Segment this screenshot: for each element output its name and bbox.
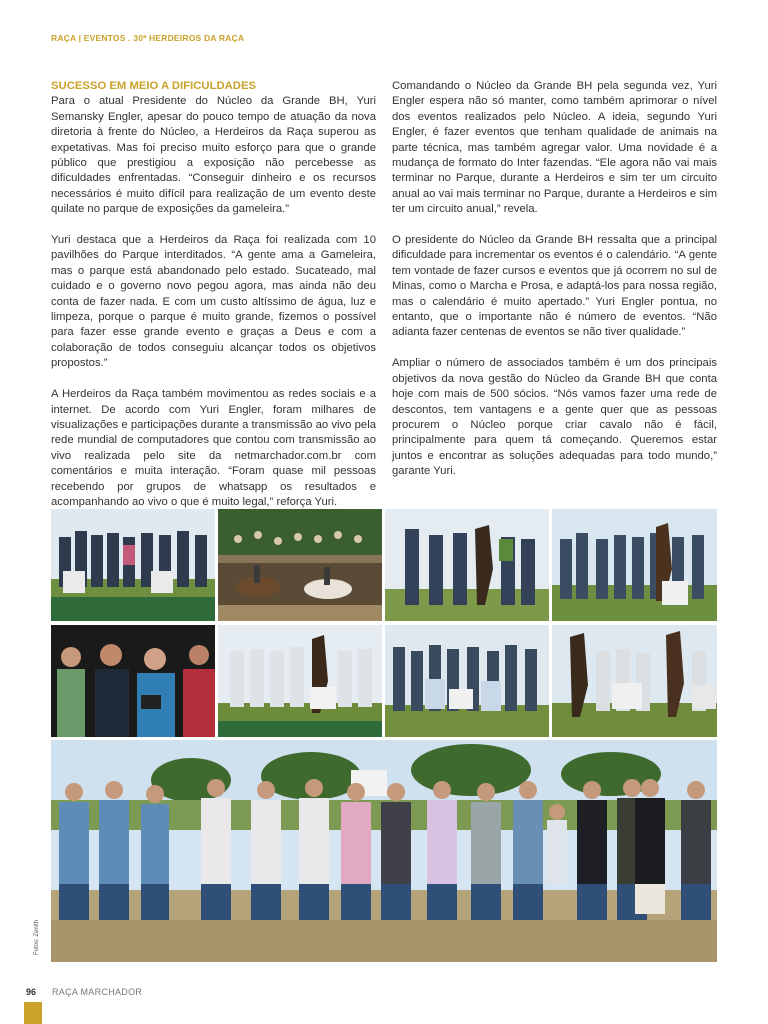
photo-group-field <box>51 740 717 962</box>
photo-group-podium-3 <box>552 625 717 737</box>
photo-men-plaque <box>51 625 215 737</box>
photo-award-group-2 <box>552 509 717 621</box>
photo-award-group-1 <box>51 509 215 621</box>
photo-row-1 <box>51 509 717 621</box>
article-column-left <box>51 79 376 526</box>
article-column-right <box>392 79 717 495</box>
paragraph-6: Ampliar o número de associados também é um dos principais objetivos da nova gestão do Núcleo da Grande BH que conta hoje com mais de 500 sócios. “Nós vamos fazer uma rede de descontos, tem vantagens e a gente quer que as pessoas procurem o Núcleo porque criar cavalo não é fácil, principalmente para quem tá começando. Queremos estar juntos e encontrar as soluções adequadas para todo mundo,” garante Yuri. <box>392 357 717 478</box>
footer-accent-bar <box>24 1002 42 1024</box>
photo-group-podium-1 <box>218 625 382 737</box>
photo-row-2 <box>51 625 717 737</box>
paragraph-1 <box>51 79 376 218</box>
paragraph-2: Yuri destaca que a Herdeiros da Raça foi realizada com 10 pavilhões do Parque interditados. “A gente ama a Gameleira, mas o parque está abandonado pelo estado. Sucateado, mal cuidado e o governo novo pegou agora, mas ainda não deu conta de fazer nada. E com um custo altíssimo de água, luz e limpeza, porque o parque é muito grande, fizemos o possível para fazer esse grande evento e graças a Deus e com a colaboração de todos conseguiu alcançar todos os objetivos propostos.” <box>51 234 376 370</box>
paragraph-3: A Herdeiros da Raça também movimentou as redes sociais e a internet. De acordo com Yuri Engler, foram milhares de visualizações e participações durante a transmissão ao vivo pela rede mundial de computadores que contou com transmissão ao vivo realizada pelo site da netmarchador.com.br com comentários e muita interação. “Foram quase mil pessoas recebendo por grupos de whatsapp os resultados e acompanhando ao vivo o que é muito legal,” reforça Yuri. <box>51 388 376 508</box>
magazine-name: RAÇA MARCHADOR <box>52 987 143 997</box>
paragraph-5: O presidente do Núcleo da Grande BH ressalta que a principal dificuldade para incrementar os eventos é o calendário. “A gente tem vontade de fazer cursos e eventos que já ocorrem no sul de Minas, como o Marcha e Prosa, e adaptá-los para nossa região, mas o calendário é muito apertado.” Yuri Engler pontua, no entanto, que o importante não é número de eventos. “Não adianta fazer centenas de eventos se não tiver qualidade.” <box>392 234 717 339</box>
section-title: SUCESSO EM MEIO A DIFICULDADES <box>51 80 257 92</box>
paragraph-4: Comandando o Núcleo da Grande BH pela segunda vez, Yuri Engler espera não só manter, como também aprimorar o nível dos eventos realizados pelo Núcleo. A ideia, segundo Yuri Engler, é fazer eventos que tenham qualidade de animais na parte técnica, mas também agregar valor. Uma novidade é a mudança de formato do Inter fazendas. “Ele agora não vai mais terminar no Parque, durante a Herdeiros e sim ter um circuito anual ao vai mais terminar no Parque, durante a Herdeiros e sim ter um circuito anual,” revela. <box>392 80 717 216</box>
page-number: 96 <box>26 987 37 997</box>
section-header: RAÇA | EVENTOS . 30ª HERDEIROS DA RAÇA <box>51 33 245 43</box>
paragraph-1-text: Para o atual Presidente do Núcleo da Grande BH, Yuri Semansky Engler, apesar do pouco tempo de atuação da nova diretoria à frente do Núcleo, a Herdeiros da Raça superou as expetativas. Mas foi preciso muito esforço para que o grande público que prestigiou a exposição não percebesse as dificuldades enfrentadas. “Conseguir dinheiro e os recursos necessários é muito difícil para realização de um evento deste quilate no parque de exposições da gameleira.” <box>51 95 376 216</box>
photo-group-podium-2 <box>385 625 549 737</box>
photo-credit: Fotos: Zenith <box>34 919 40 955</box>
photo-arena-horses <box>218 509 382 621</box>
photo-horse-winners <box>385 509 549 621</box>
